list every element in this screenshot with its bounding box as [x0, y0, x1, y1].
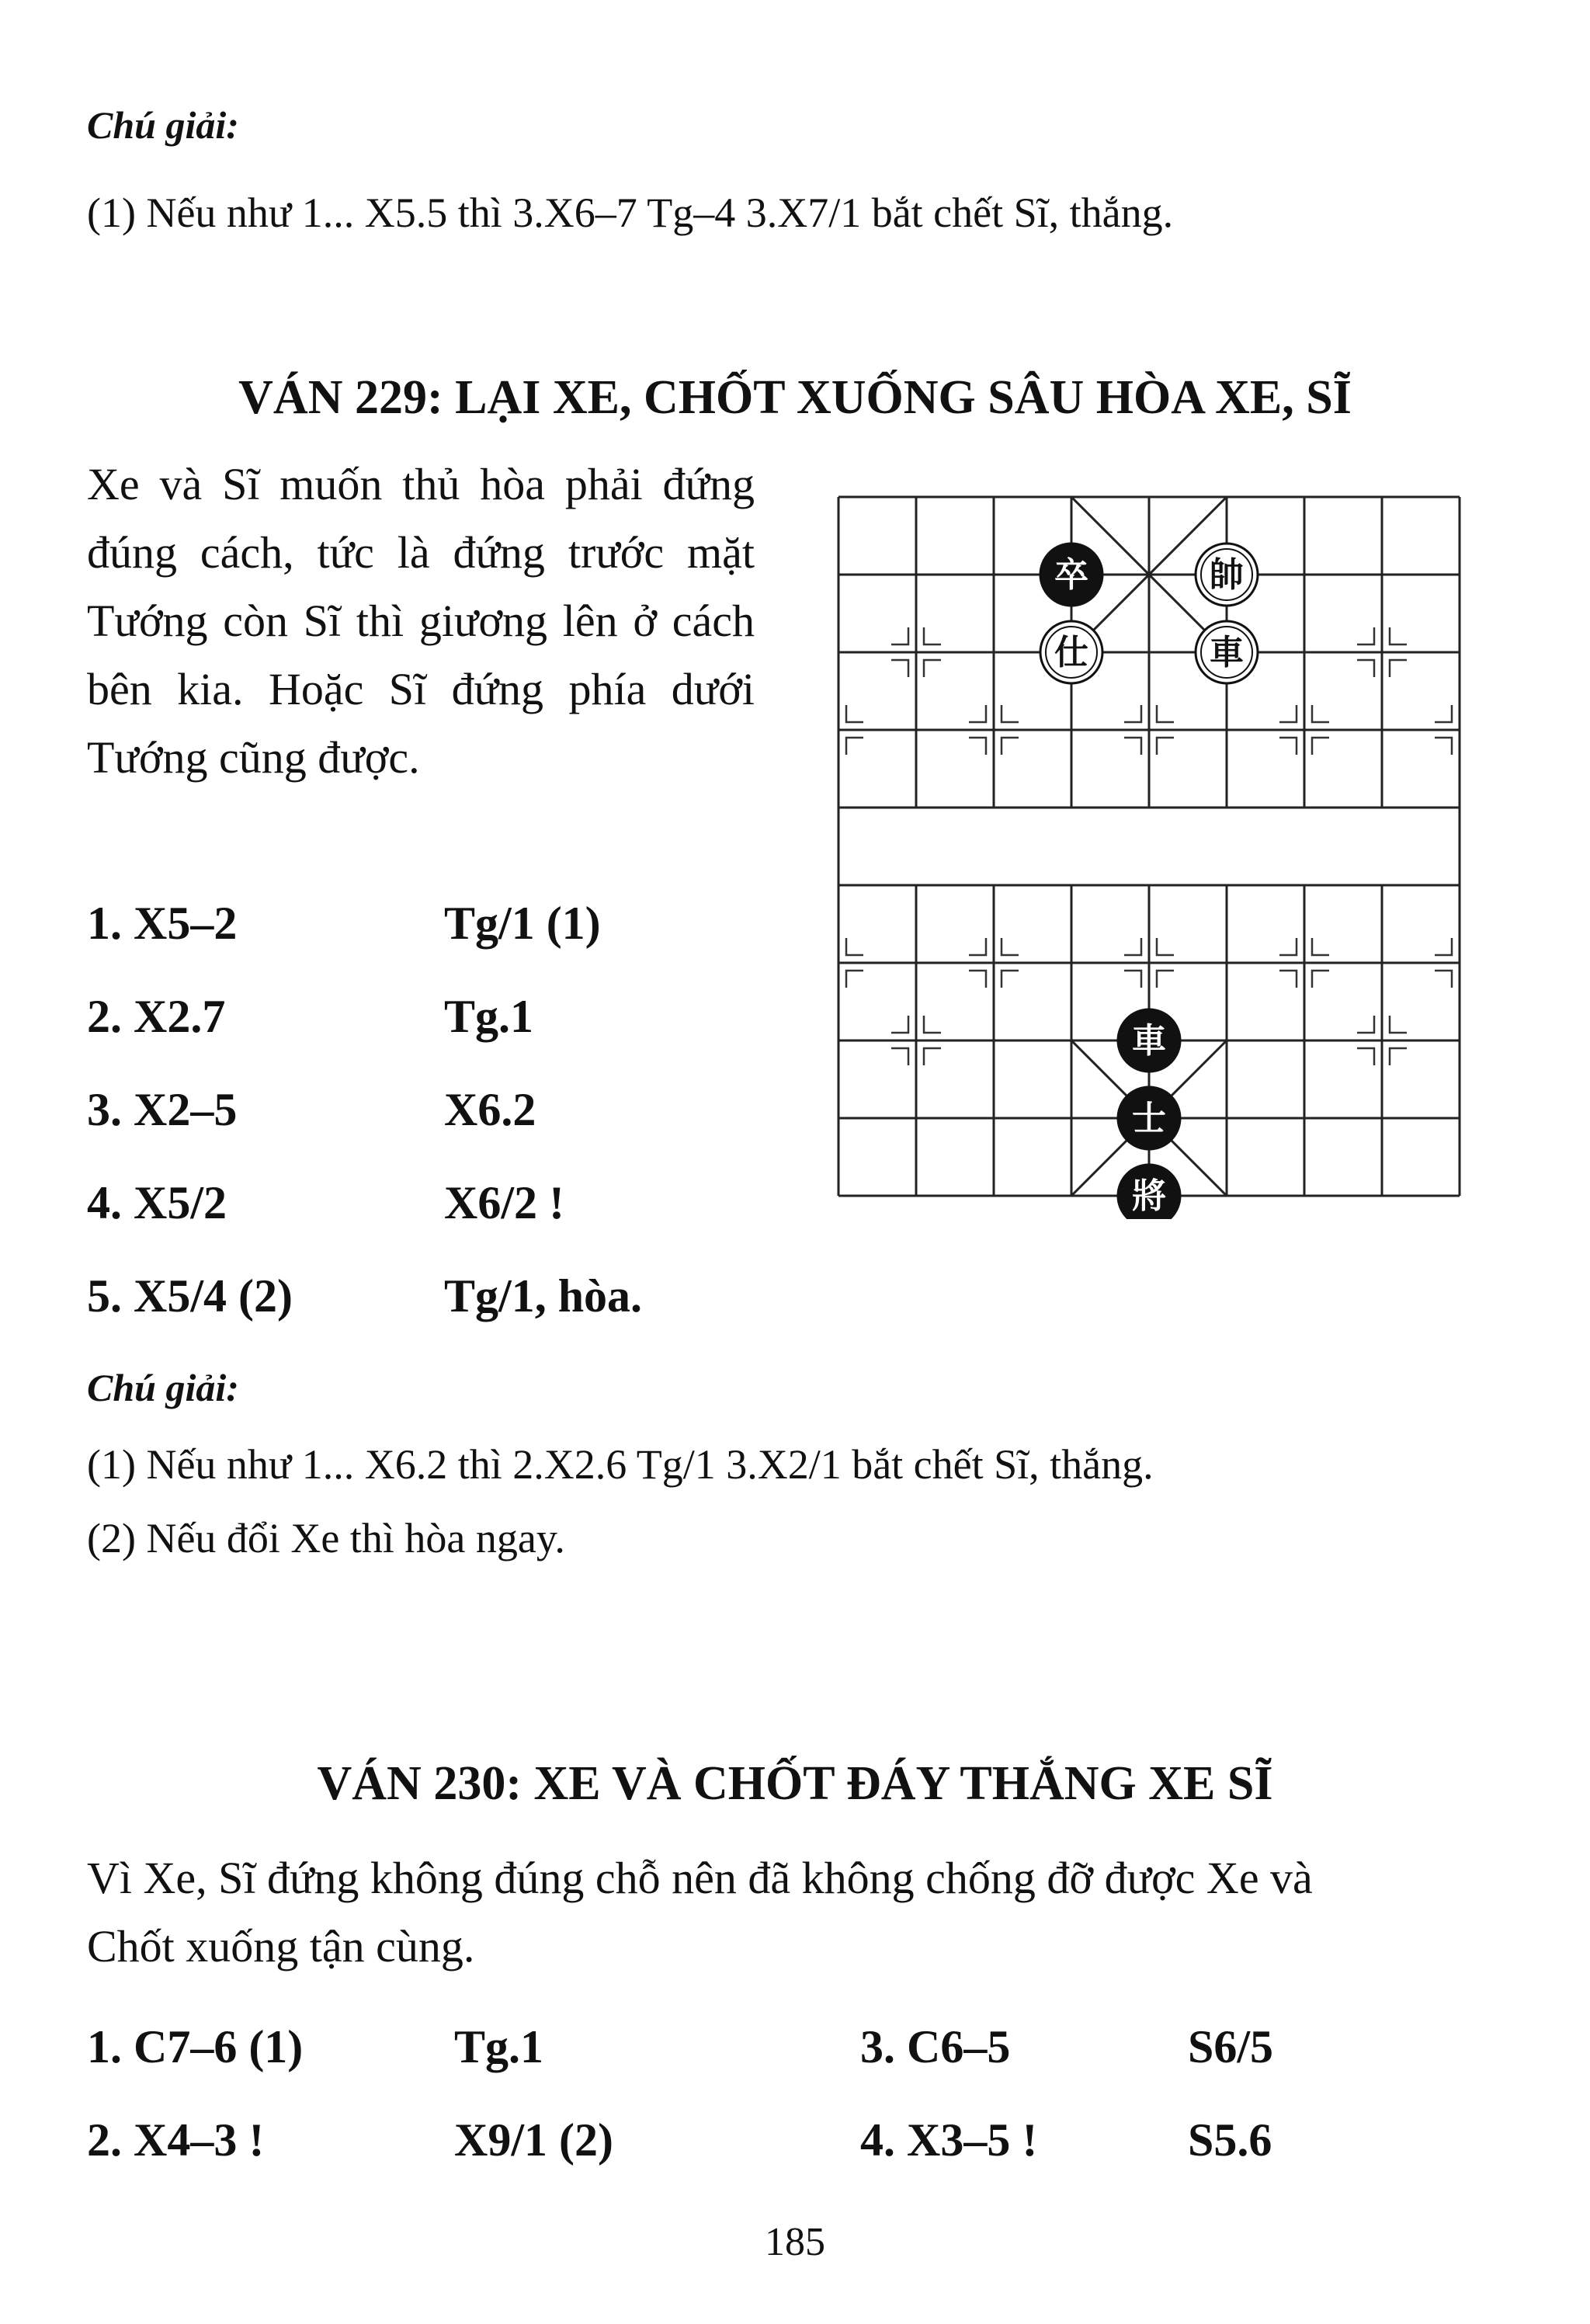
g230-move-3-black: S6/5 [1188, 2021, 1274, 2072]
position-marker [969, 971, 986, 988]
piece-glyph: 卒 [1054, 555, 1088, 595]
position-marker [924, 1048, 941, 1065]
g230-move-1-white: 1. C7–6 (1) [87, 2021, 304, 2072]
position-marker [1357, 1048, 1374, 1065]
xiangqi-board [815, 474, 1467, 1219]
position-marker [1002, 938, 1019, 955]
position-marker [846, 971, 863, 988]
position-marker [924, 627, 941, 644]
position-marker [1002, 971, 1019, 988]
g230-move-2-white: 2. X4–3 ! [87, 2114, 265, 2166]
position-marker [1002, 705, 1019, 722]
position-marker [1357, 627, 1374, 644]
g229-move-5-white: 5. X5/4 (2) [87, 1270, 293, 1322]
g229-move-3-white: 3. X2–5 [87, 1084, 238, 1135]
position-marker [846, 938, 863, 955]
position-marker [1124, 971, 1141, 988]
position-marker [1002, 738, 1019, 755]
position-marker [1124, 938, 1141, 955]
game229-note-1: (1) Nếu như 1... X6.2 thì 2.X2.6 Tg/1 3.X2/1 bắt chết Sĩ, thắng. [87, 1441, 1154, 1488]
g230-move-1-black: Tg.1 [454, 2021, 544, 2072]
position-marker [1435, 738, 1452, 755]
game229-title: VÁN 229: LẠI XE, CHỐT XUỐNG SÂU HÒA XE, SĨ [238, 371, 1352, 424]
position-marker [969, 938, 986, 955]
position-marker [1157, 738, 1174, 755]
position-marker [1390, 1048, 1407, 1065]
g229-move-1-white: 1. X5–2 [87, 898, 238, 949]
position-marker [891, 1048, 908, 1065]
g229-move-1-black: Tg/1 (1) [444, 898, 601, 949]
game230-intro-line-1: Vì Xe, Sĩ đứng không đúng chỗ nên đã không chống đỡ được Xe và [87, 1853, 1313, 1903]
g229-move-5-black: Tg/1, hòa. [444, 1270, 643, 1322]
game229-note-2: (2) Nếu đổi Xe thì hòa ngay. [87, 1515, 565, 1561]
position-marker [1435, 971, 1452, 988]
position-marker [1279, 705, 1297, 722]
position-marker [1157, 938, 1174, 955]
piece-glyph: 仕 [1054, 633, 1088, 672]
position-marker [924, 660, 941, 677]
position-marker [969, 705, 986, 722]
game230-title: VÁN 230: XE VÀ CHỐT ĐÁY THẮNG XE SĨ [317, 1757, 1273, 1810]
piece-glyph: 車 [1132, 1021, 1166, 1061]
game229-intro: Xe và Sĩ muốn thủ hòa phải đứng đúng cách, tức là đứng trước mặt Tướng còn Sĩ thì giương lên ở cách bên kia. Hoặc Sĩ đứng phía dưới Tướng cũng được. [87, 459, 755, 783]
position-marker [1157, 971, 1174, 988]
position-marker [1279, 971, 1297, 988]
position-marker [924, 1016, 941, 1033]
g229-move-3-black: X6.2 [444, 1084, 536, 1135]
g229-move-2-white: 2. X2.7 [87, 991, 226, 1042]
g230-move-2-black: X9/1 (2) [454, 2114, 613, 2166]
piece-glyph: 士 [1132, 1099, 1166, 1138]
xiangqi-piece [1118, 1009, 1180, 1072]
position-marker [1390, 627, 1407, 644]
position-marker [891, 627, 908, 644]
position-marker [846, 705, 863, 722]
note-line-top-1: (1) Nếu như 1... X5.5 thì 3.X6–7 Tg–4 3.X7/1 bắt chết Sĩ, thắng. [87, 189, 1174, 236]
xiangqi-piece [1196, 544, 1258, 606]
notes-label-top: Chú giải: [87, 103, 239, 147]
position-marker [891, 660, 908, 677]
position-marker [1357, 660, 1374, 677]
xiangqi-piece [1040, 544, 1102, 606]
position-marker [891, 1016, 908, 1033]
game229-notes-label: Chú giải: [87, 1366, 239, 1409]
game230-intro-line-2: Chốt xuống tận cùng. [87, 1921, 475, 1971]
page-number: 185 [765, 2220, 825, 2264]
xiangqi-piece [1196, 621, 1258, 683]
xiangqi-piece [1040, 621, 1102, 683]
position-marker [1157, 705, 1174, 722]
position-marker [1279, 738, 1297, 755]
g229-move-4-black: X6/2 ! [444, 1177, 564, 1228]
position-marker [1124, 738, 1141, 755]
g230-move-3-white: 3. C6–5 [860, 2021, 1011, 2072]
position-marker [1390, 660, 1407, 677]
xiangqi-piece [1118, 1087, 1180, 1149]
xiangqi-piece [1118, 1165, 1180, 1219]
position-marker [1312, 938, 1329, 955]
piece-glyph: 帥 [1210, 555, 1244, 595]
g230-move-4-white: 4. X3–5 ! [860, 2114, 1038, 2166]
position-marker [1312, 738, 1329, 755]
position-marker [1435, 705, 1452, 722]
position-marker [1312, 971, 1329, 988]
position-marker [1279, 938, 1297, 955]
position-marker [1435, 938, 1452, 955]
position-marker [1357, 1016, 1374, 1033]
g229-move-2-black: Tg.1 [444, 991, 534, 1042]
position-marker [969, 738, 986, 755]
piece-glyph: 將 [1132, 1176, 1166, 1216]
position-marker [1312, 705, 1329, 722]
position-marker [846, 738, 863, 755]
g230-move-4-black: S5.6 [1188, 2114, 1272, 2166]
g229-move-4-white: 4. X5/2 [87, 1177, 227, 1228]
piece-glyph: 車 [1210, 633, 1244, 672]
position-marker [1390, 1016, 1407, 1033]
position-marker [1124, 705, 1141, 722]
